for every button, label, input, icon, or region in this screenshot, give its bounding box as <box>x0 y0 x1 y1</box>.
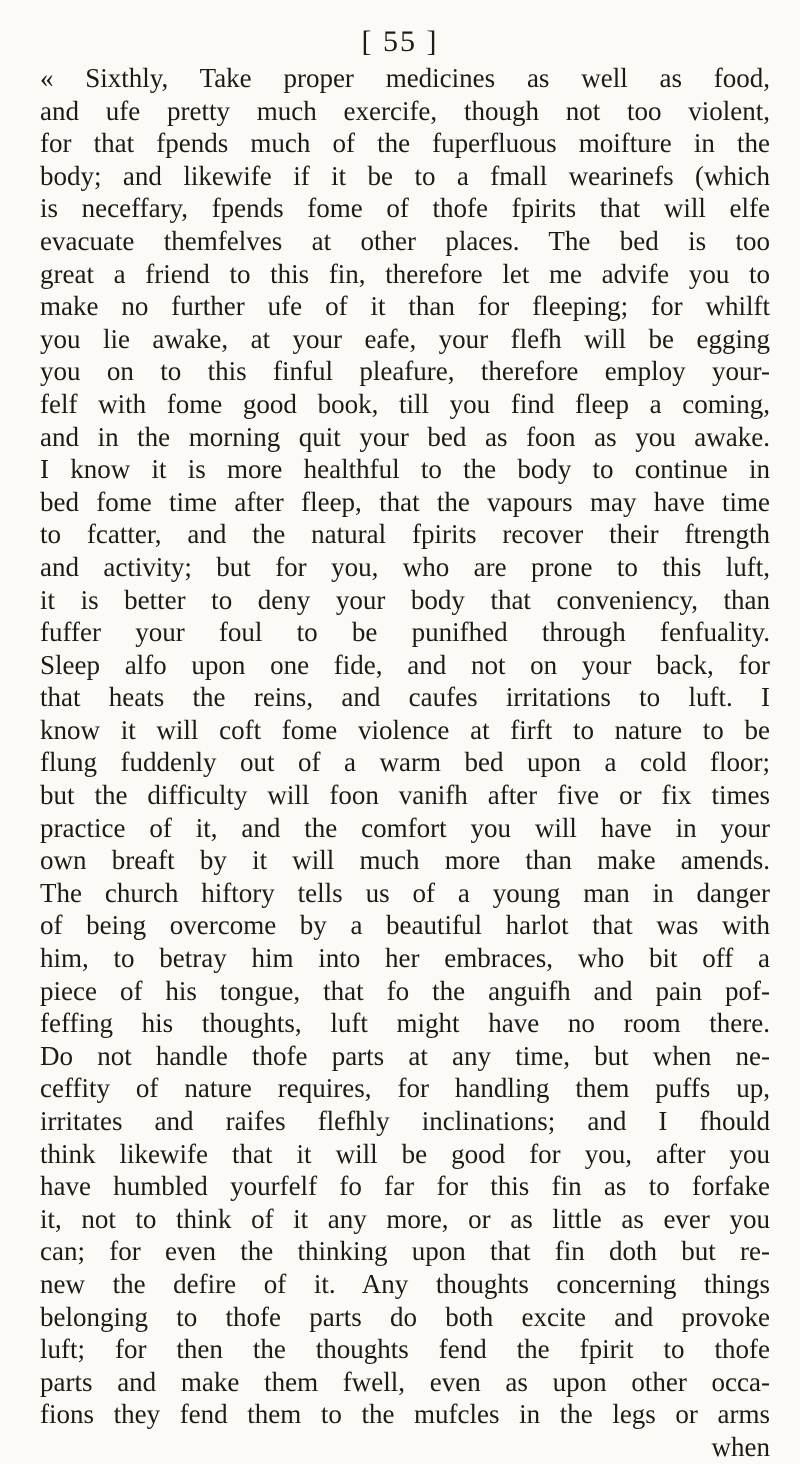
text-line: fuffer your foul to be punifhed through fenfuality. <box>40 617 770 648</box>
body-text <box>40 62 770 1464</box>
text-line: can; for even the thinking upon that fin doth but re- <box>40 1236 770 1267</box>
text-line: but the difficulty will foon vanifh after five or fix times <box>40 780 770 811</box>
catchword: when <box>711 1431 770 1462</box>
text-line: luft; for then the thoughts fend the fpirit to thofe <box>40 1334 770 1365</box>
text-line: for that fpends much of the fuperfluous moifture in the <box>40 128 770 159</box>
text-line: is neceffary, fpends fome of thofe fpirits that will elfe <box>40 193 770 224</box>
text-line: and in the morning quit your bed as foon as you awake. <box>40 421 770 452</box>
text-line: « Sixthly, Take proper medicines as well as food, <box>40 63 770 93</box>
text-line: great a friend to this fin, therefore let me advife you to <box>40 258 770 289</box>
text-line: it, not to think of it any more, or as little as ever you <box>40 1203 770 1234</box>
text-line: that heats the reins, and caufes irritations to luft. I <box>40 682 770 713</box>
text-line: fions they fend them to the mufcles in the legs or arms <box>40 1399 770 1430</box>
text-line: new the defire of it. Any thoughts concerning things <box>40 1268 770 1299</box>
text-line: practice of it, and the comfort you will have in your <box>40 812 770 843</box>
text-line: Sleep alfo upon one fide, and not on your back, for <box>40 649 770 680</box>
text-line: and ufe pretty much exercife, though not too violent, <box>40 95 770 126</box>
text-line: you on to this finful pleafure, therefore employ your- <box>40 356 770 387</box>
text-line: own breaft by it will much more than make amends. <box>40 845 770 876</box>
text-line: know it will coft fome violence at firft to nature to be <box>40 714 770 745</box>
text-line: have humbled yourfelf fo far for this fin as to forfake <box>40 1171 770 1202</box>
text-line: bed fome time after fleep, that the vapours may have time <box>40 486 770 517</box>
text-line: piece of his tongue, that fo the anguifh and pain pof- <box>40 975 770 1006</box>
text-line: flung fuddenly out of a warm bed upon a cold floor; <box>40 747 770 778</box>
text-line: I know it is more healthful to the body to continue in <box>40 454 770 485</box>
text-line: ceffity of nature requires, for handling them puffs up, <box>40 1073 770 1104</box>
text-line: of being overcome by a beautiful harlot that was with <box>40 910 770 941</box>
text-line: you lie awake, at your eafe, your flefh will be egging <box>40 323 770 354</box>
text-line: feffing his thoughts, luft might have no room there. <box>40 1008 770 1039</box>
text-line: irritates and raifes flefhly inclinations; and I fhould <box>40 1106 770 1136</box>
text-line: to fcatter, and the natural fpirits recover their ftrength <box>40 519 770 550</box>
text-line: make no further ufe of it than for fleeping; for whilft <box>40 291 770 322</box>
text-line: body; and likewife if it be to a fmall wearinefs (which <box>40 160 770 191</box>
text-line: and activity; but for you, who are prone to this luft, <box>40 551 770 582</box>
text-line: The church hiftory tells us of a young man in danger <box>40 877 770 908</box>
text-line: parts and make them fwell, even as upon other occa- <box>40 1366 770 1397</box>
text-line: evacuate themfelves at other places. The bed is too <box>40 225 770 256</box>
page-number: [ 55 ] <box>361 25 439 58</box>
text-line: it is better to deny your body that conveniency, than <box>40 584 770 615</box>
text-line: him, to betray him into her embraces, who bit off a <box>40 943 770 974</box>
text-line: felf with fome good book, till you find fleep a coming, <box>40 388 770 419</box>
text-line: think likewife that it will be good for you, after you <box>40 1138 770 1169</box>
text-line: Do not handle thofe parts at any time, but when ne- <box>40 1040 770 1071</box>
text-line: belonging to thofe parts do both excite and provoke <box>40 1301 770 1332</box>
